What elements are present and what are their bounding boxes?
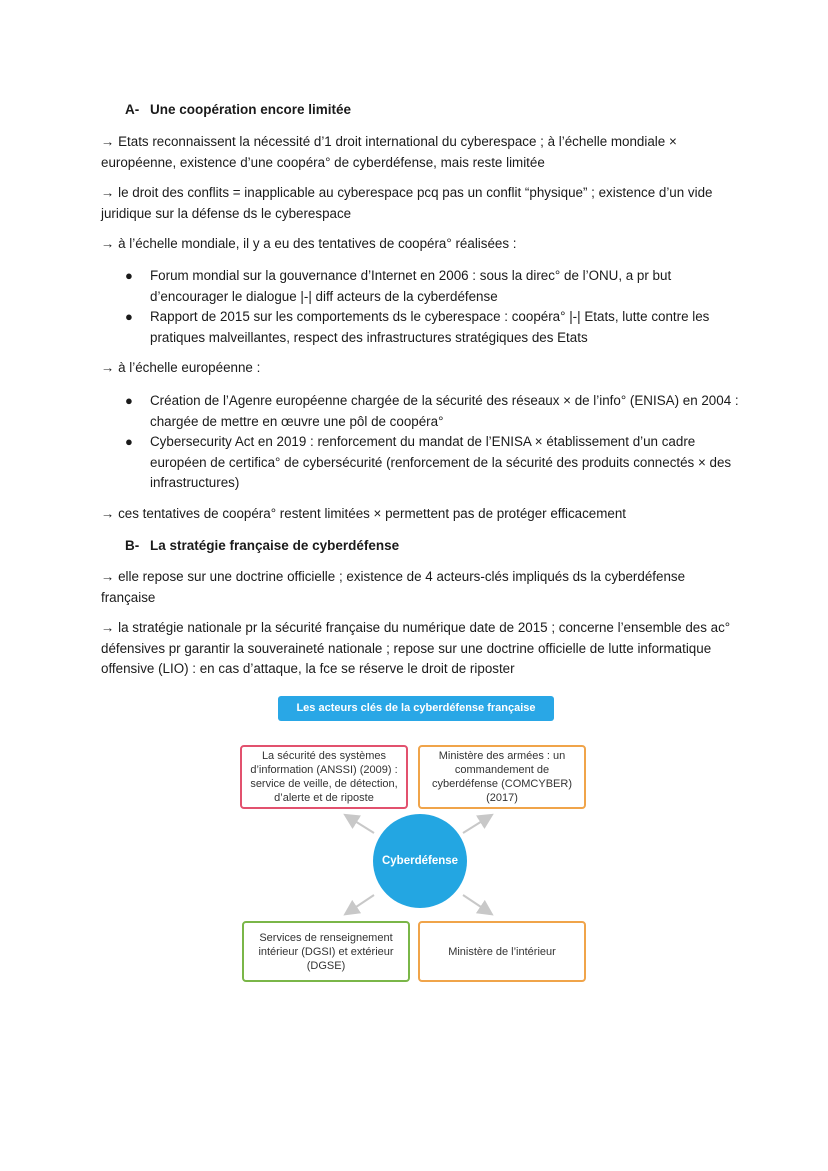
section-b-title: La stratégie française de cyberdéfense	[150, 538, 400, 553]
armees-box: Ministère des armées : un commandement de cyberdéfense (COMCYBER) (2017)	[418, 745, 586, 809]
list-item: ● Rapport de 2015 sur les comportements ds le cyberespace : coopéra° |-| Etats, lutte contre les pratiques malveillantes, respect des infrastructures stratégiques des Etats	[125, 309, 710, 345]
arrow-to-armees-icon	[463, 818, 487, 833]
arrow-to-renseignement-icon	[350, 895, 374, 911]
bullet-icon: ●	[125, 434, 133, 449]
section-a-paragraph-4: → à l’échelle européenne :	[101, 360, 261, 375]
section-a-letter: A-	[125, 102, 140, 117]
renseignement-box: Services de renseignement intérieur (DGSI) et extérieur (DGSE)	[242, 921, 410, 982]
section-b-paragraph-1: → elle repose sur une doctrine officielle ; existence de 4 acteurs-clés impliqués ds la cyberdéfense française	[101, 569, 686, 605]
list-item: ● Forum mondial sur la gouvernance d’Internet en 2006 : sous la direc° de l’ONU, a pr but d’encourager le dialogue |-| diff acteurs de la cyberdéfense	[125, 268, 672, 304]
arrow-to-interieur-icon	[463, 895, 487, 911]
diagram-title: Les acteurs clés de la cyberdéfense française	[278, 696, 554, 721]
list-item: ● Création de l’Agenre européenne chargée de la sécurité des réseaux × de l’info° (ENISA) en 2004 : chargée de mettre en œuvre une pôl de coopéra°	[125, 393, 739, 429]
section-a-paragraph-1: → Etats reconnaissent la nécessité d’1 droit international du cyberespace ; à l’échelle mondiale × européenne, existence d’une coopéra° de cyberdéfense, mais reste limitée	[101, 134, 677, 170]
arrow-to-anssi-icon	[350, 818, 374, 833]
list-item: ● Cybersecurity Act en 2019 : renforcement du mandat de l’ENISA × établissement d’un cadre européen de certifica° de cybersécurité (renforcement de la sécurité des produits connectés × des infrastructures)	[125, 434, 732, 490]
bullet-icon: ●	[125, 309, 133, 324]
anssi-box: La sécurité des systèmes d’information (ANSSI) (2009) : service de veille, de détection, d’alerte et de riposte	[240, 745, 408, 809]
section-a-paragraph-2: → le droit des conflits = inapplicable au cyberespace pcq pas un conflit “physique” ; existence d’un vide juridique sur la défense ds le cyberespace	[101, 185, 713, 221]
section-a-paragraph-5: → ces tentatives de coopéra° restent limitées × permettent pas de protéger efficacement	[101, 506, 627, 521]
bullet-icon: ●	[125, 268, 133, 283]
section-a-paragraph-3: → à l’échelle mondiale, il y a eu des tentatives de coopéra° réalisées :	[101, 236, 517, 251]
section-a-title: Une coopération encore limitée	[150, 102, 352, 117]
interieur-box: Ministère de l’intérieur	[418, 921, 586, 982]
section-b-paragraph-2: → la stratégie nationale pr la sécurité française du numérique date de 2015 ; concerne l’ensemble des ac° défensives pr garantir la souveraineté nationale ; repose sur une doctrine officielle de lutte informatique offensive (LIO) : en cas d’attaque, la fce se réserve le droit de riposter	[101, 620, 731, 676]
bullet-icon: ●	[125, 393, 133, 408]
cyberdefense-circle: Cyberdéfense	[373, 814, 467, 908]
section-b-letter: B-	[125, 538, 140, 553]
